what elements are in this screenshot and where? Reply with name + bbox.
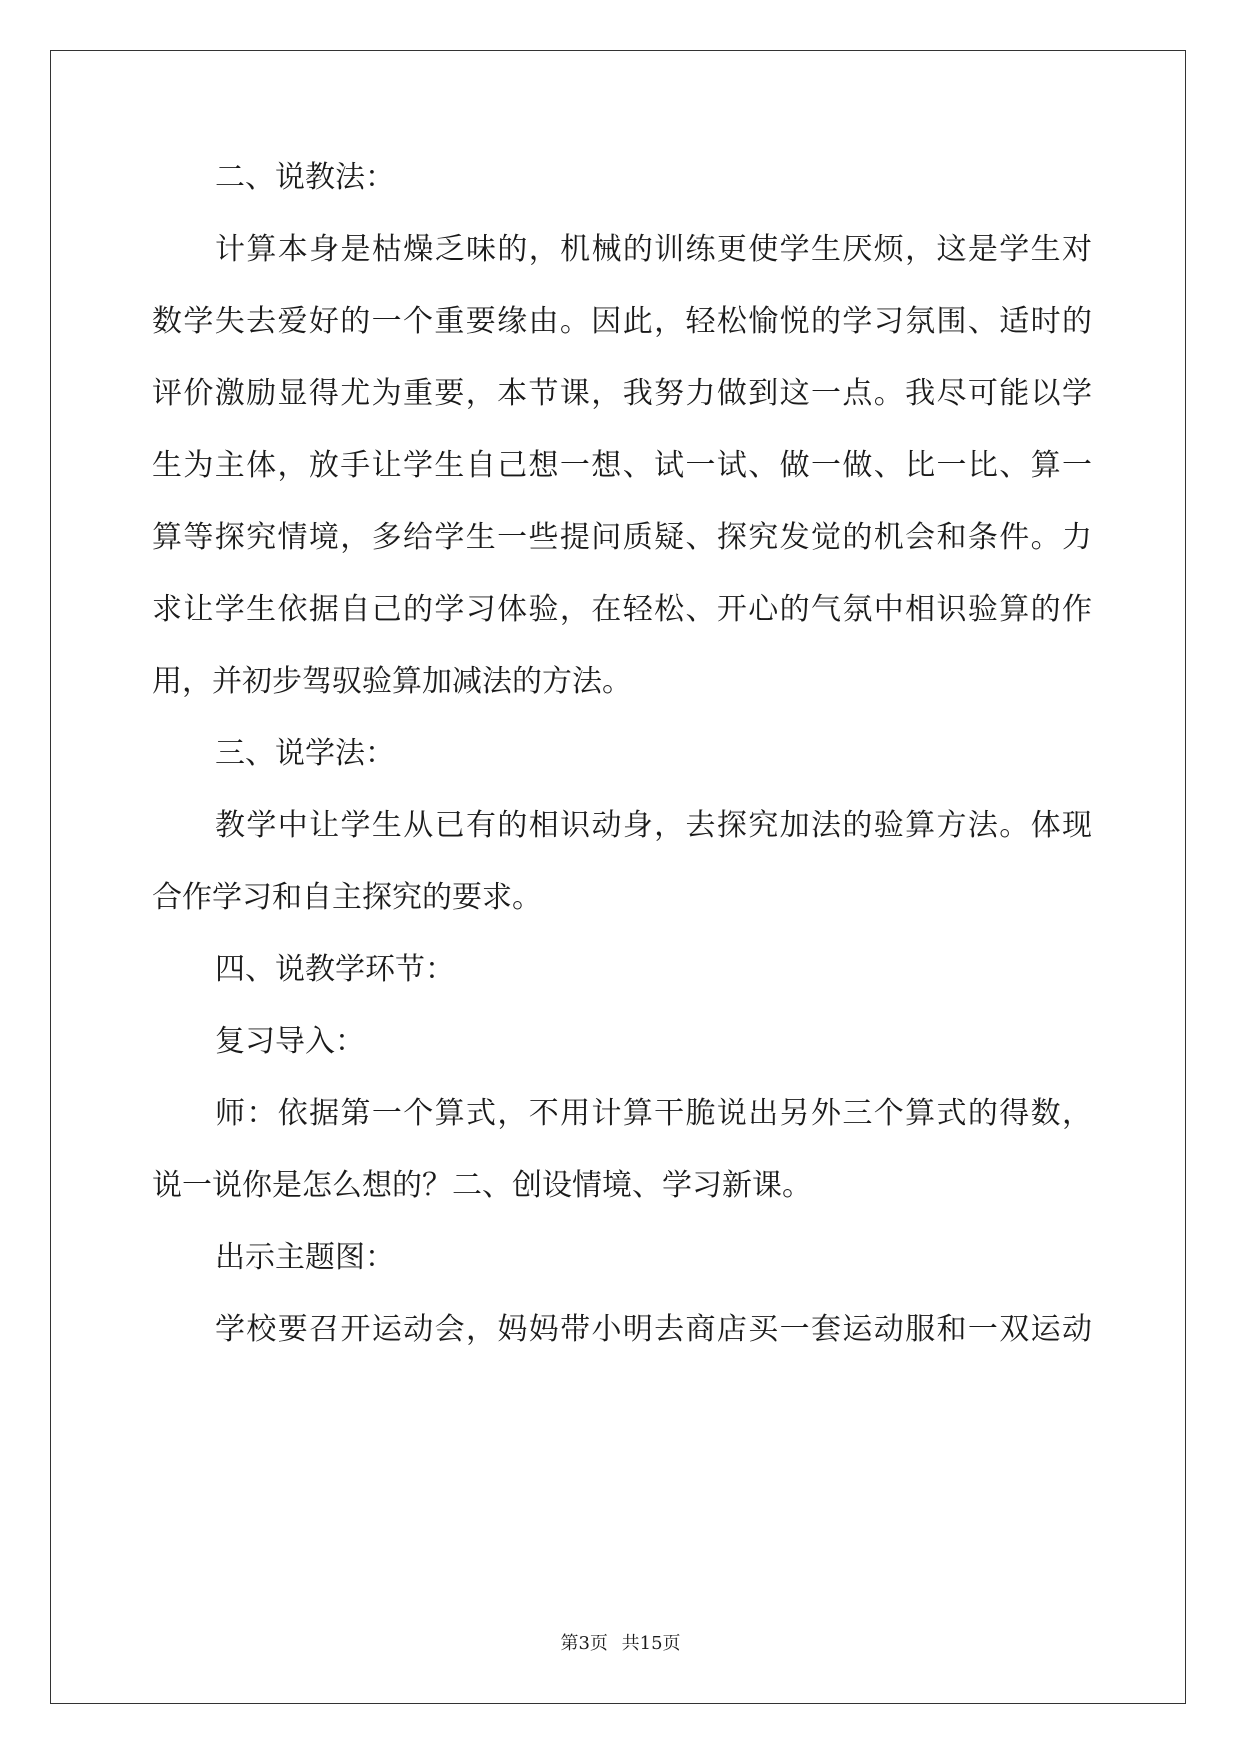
subheading-review: 复习导入： — [215, 1024, 365, 1059]
page-total: 共15页 — [621, 1633, 681, 1654]
heading-teaching-method: 二、说教法： — [215, 160, 395, 195]
paragraph-line: 合作学习和自主探究的要求。 — [152, 880, 542, 915]
page-number: 第3页 — [560, 1633, 608, 1654]
paragraph-line: 师：依据第一个算式，不用计算干脆说出另外三个算式的得数， — [215, 1096, 1092, 1131]
paragraph-line: 教学中让学生从已有的相识动身，去探究加法的验算方法。体现 — [215, 808, 1092, 843]
paragraph-line: 求让学生依据自己的学习体验，在轻松、开心的气氛中相识验算的作 — [152, 592, 1092, 627]
heading-teaching-steps: 四、说教学环节： — [215, 952, 455, 987]
paragraph-line: 说一说你是怎么想的？二、创设情境、学习新课。 — [152, 1168, 812, 1203]
paragraph-line: 评价激励显得尤为重要，本节课，我努力做到这一点。我尽可能以学 — [152, 376, 1092, 411]
paragraph-line: 数学失去爱好的一个重要缘由。因此，轻松愉悦的学习氛围、适时的 — [152, 304, 1092, 339]
paragraph-line: 算等探究情境，多给学生一些提问质疑、探究发觉的机会和条件。力 — [152, 520, 1092, 555]
heading-learning-method: 三、说学法： — [215, 736, 395, 771]
paragraph-line: 用，并初步驾驭验算加减法的方法。 — [152, 664, 632, 699]
paragraph-line: 计算本身是枯燥乏味的，机械的训练更使学生厌烦，这是学生对 — [215, 232, 1092, 267]
subheading-theme-image: 出示主题图： — [215, 1240, 395, 1275]
page-border — [50, 50, 1186, 1704]
page-footer — [0, 1632, 1241, 1656]
paragraph-line: 生为主体，放手让学生自己想一想、试一试、做一做、比一比、算一 — [152, 448, 1092, 483]
paragraph-line: 学校要召开运动会，妈妈带小明去商店买一套运动服和一双运动 — [215, 1312, 1092, 1347]
